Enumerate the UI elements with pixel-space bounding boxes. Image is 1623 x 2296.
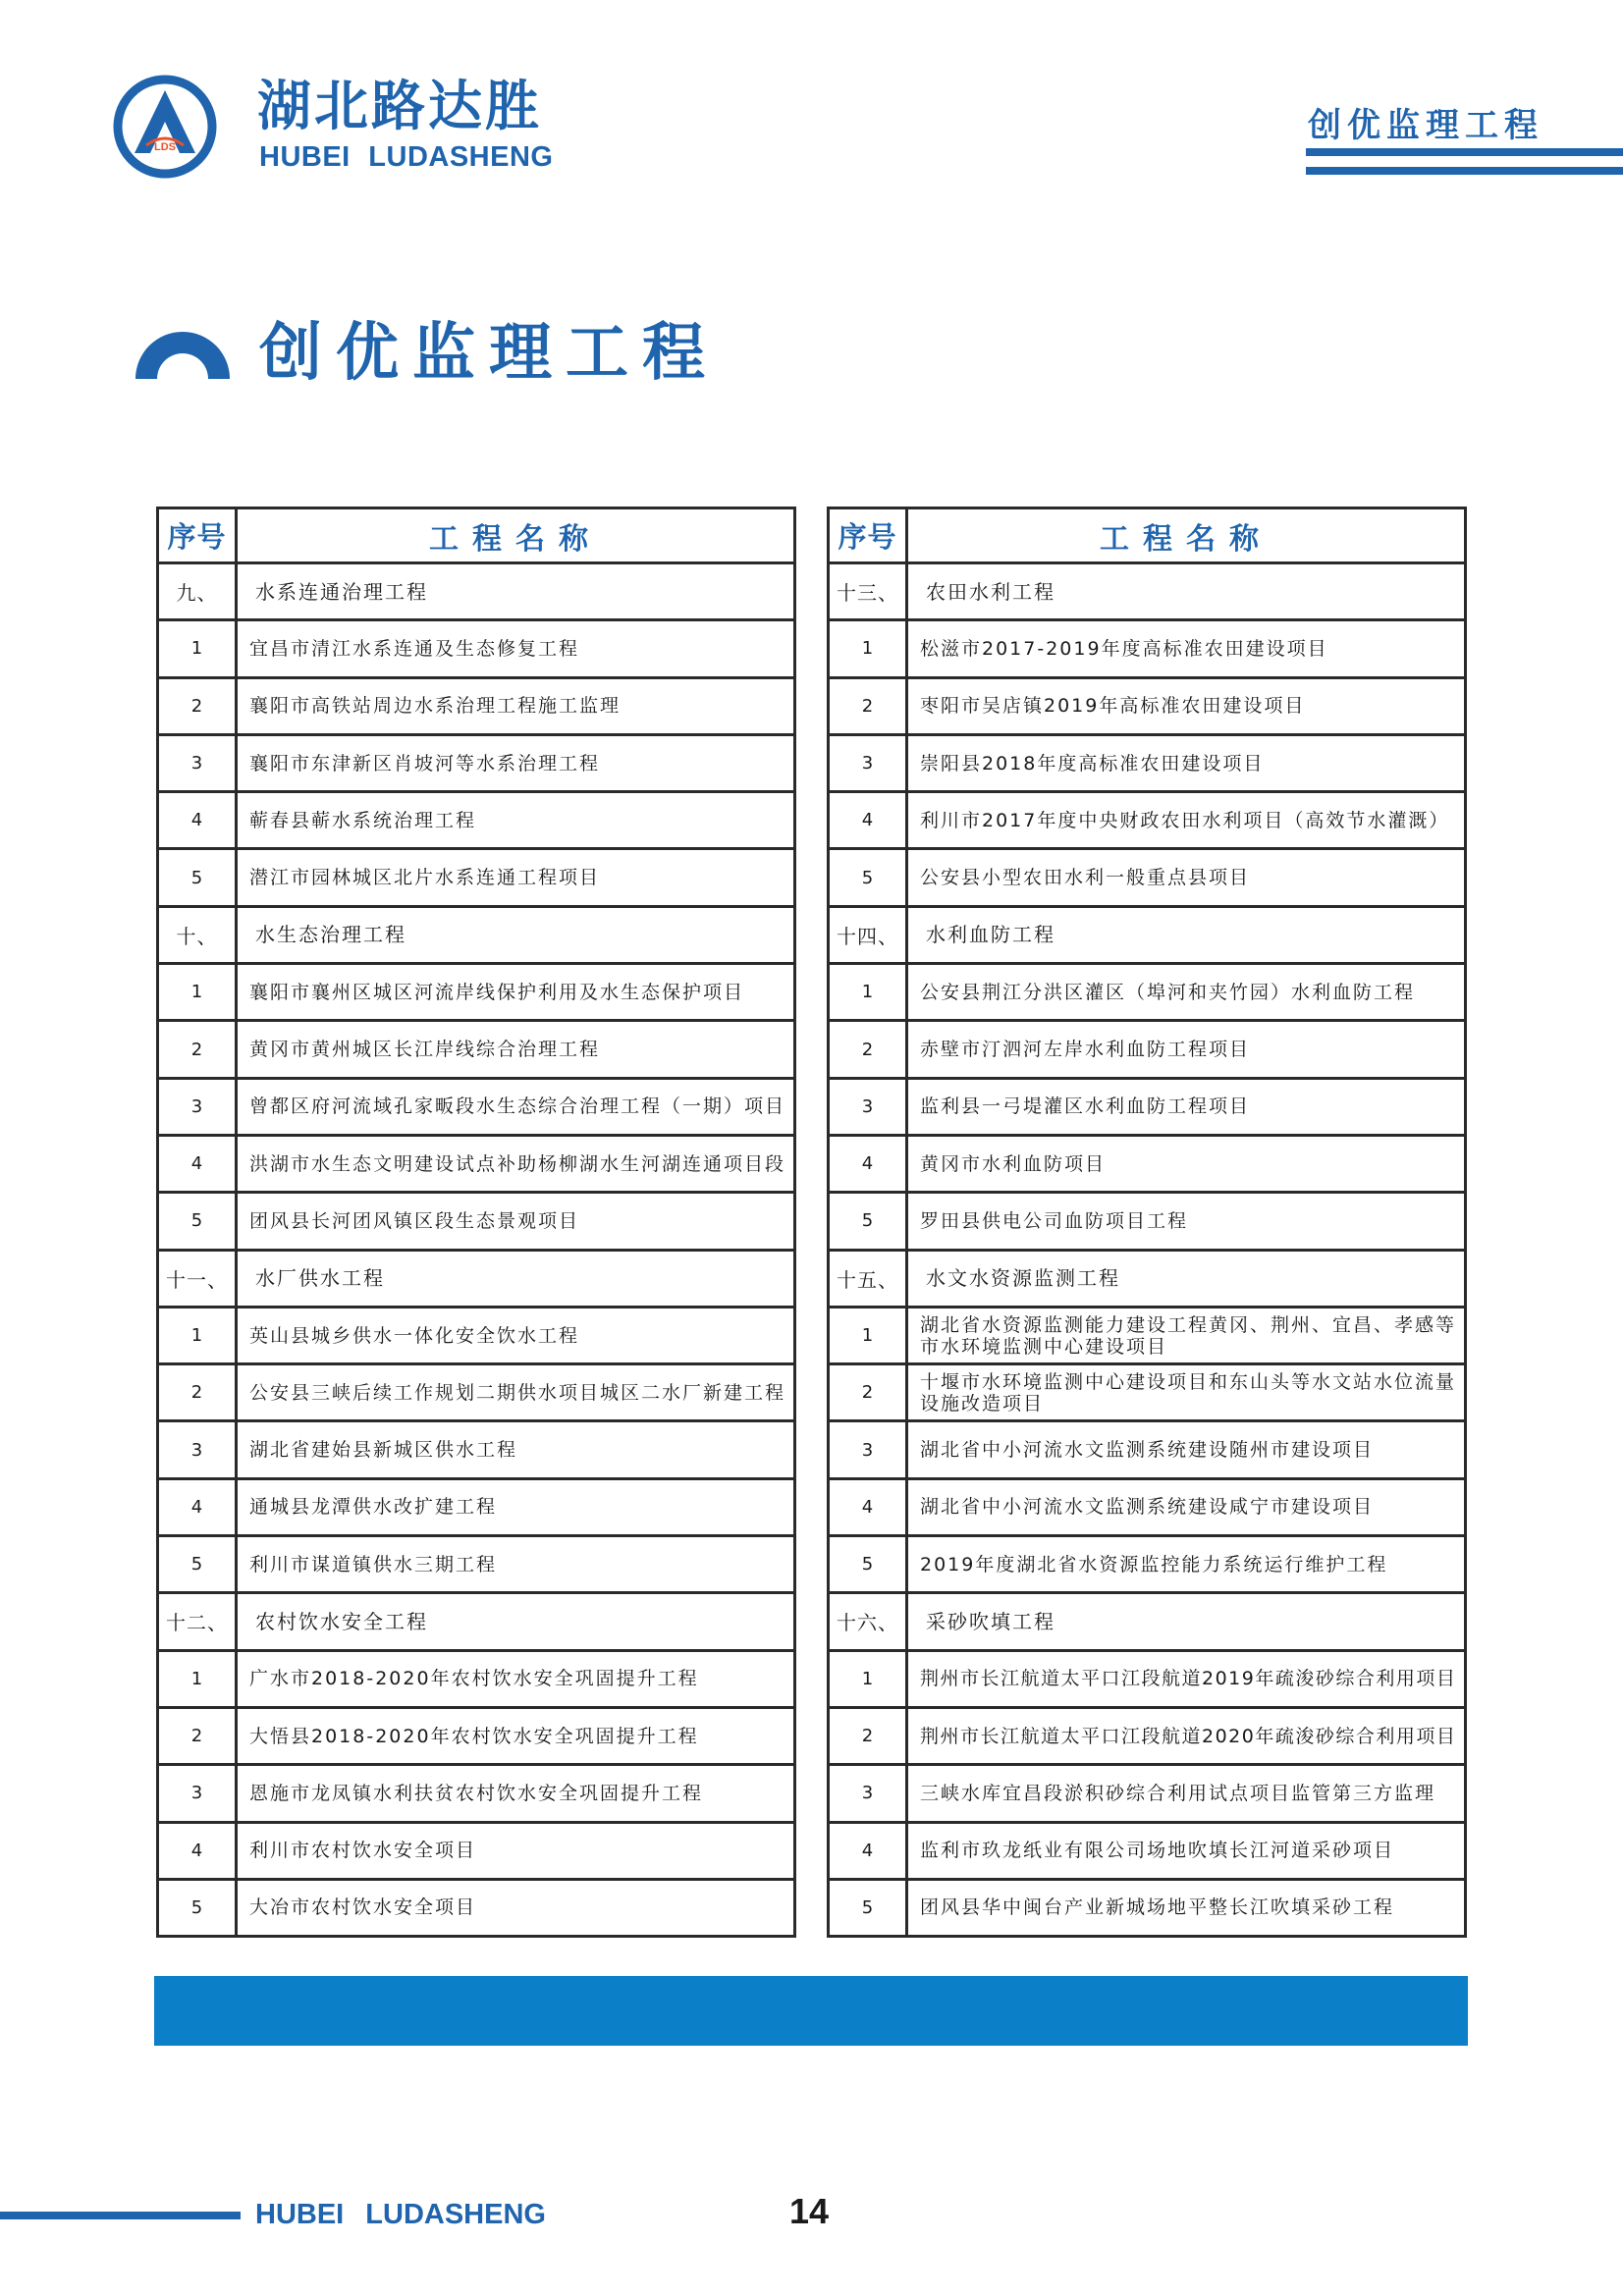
- table-row: [829, 1650, 1466, 1707]
- row-name: 水利血防工程: [907, 906, 1466, 963]
- row-seq: 5: [829, 1193, 907, 1250]
- table-row: [158, 1021, 795, 1078]
- row-seq: 2: [158, 1707, 237, 1764]
- table-row: [158, 677, 795, 734]
- row-seq: 1: [158, 964, 237, 1021]
- category-row: [158, 563, 795, 620]
- category-row: [829, 1593, 1466, 1650]
- table-row: [829, 1021, 1466, 1078]
- table-row: [829, 1536, 1466, 1593]
- table-row: [829, 1193, 1466, 1250]
- row-name: 赤壁市汀泗河左岸水利血防工程项目: [907, 1021, 1466, 1078]
- footer-brand: HUBEI LUDASHENG: [255, 2199, 546, 2230]
- row-seq: 2: [829, 1707, 907, 1764]
- row-name: 农田水利工程: [907, 563, 1466, 620]
- row-name: 公安县小型农田水利一般重点县项目: [907, 849, 1466, 906]
- table-row: [829, 849, 1466, 906]
- table-row: [158, 1650, 795, 1707]
- section-title: 创优监理工程: [259, 317, 719, 390]
- row-seq: 1: [829, 964, 907, 1021]
- row-seq: 4: [829, 792, 907, 849]
- row-name: 监利县一弓堤灌区水利血防工程项目: [907, 1078, 1466, 1135]
- category-row: [829, 906, 1466, 963]
- row-name: 洪湖市水生态文明建设试点补助杨柳湖水生河湖连通项目段: [237, 1135, 795, 1192]
- table-row: [829, 620, 1466, 677]
- table-row: [158, 1421, 795, 1478]
- row-seq: 4: [158, 792, 237, 849]
- row-seq: 4: [829, 1478, 907, 1535]
- table-row: [158, 1193, 795, 1250]
- row-name: 团风县华中闽台产业新城场地平整长江吹填采砂工程: [907, 1879, 1466, 1936]
- row-seq: 九、: [158, 563, 237, 620]
- row-seq: 3: [829, 1765, 907, 1822]
- row-seq: 2: [829, 1021, 907, 1078]
- table-row: [829, 1421, 1466, 1478]
- row-name: 农村饮水安全工程: [237, 1593, 795, 1650]
- row-name: 大冶市农村饮水安全项目: [237, 1879, 795, 1936]
- row-seq: 十三、: [829, 563, 907, 620]
- row-seq: 5: [158, 1879, 237, 1936]
- row-name: 襄阳市襄州区城区河流岸线保护利用及水生态保护项目: [237, 964, 795, 1021]
- row-seq: 5: [829, 849, 907, 906]
- header-name: 工程名称: [907, 508, 1466, 563]
- row-seq: 十六、: [829, 1593, 907, 1650]
- decorative-band: [154, 1976, 1468, 2046]
- row-name: 崇阳县2018年度高标准农田建设项目: [907, 734, 1466, 791]
- row-name: 襄阳市东津新区肖坡河等水系治理工程: [237, 734, 795, 791]
- row-seq: 5: [829, 1879, 907, 1936]
- row-seq: 5: [829, 1536, 907, 1593]
- row-name: 利川市谋道镇供水三期工程: [237, 1536, 795, 1593]
- header-tag: 创优监理工程: [1308, 106, 1543, 145]
- header-seq: 序号: [829, 508, 907, 563]
- header-rule: [1306, 148, 1623, 156]
- row-name: 利川市农村饮水安全项目: [237, 1822, 795, 1879]
- row-seq: 2: [829, 677, 907, 734]
- row-name: 大悟县2018-2020年农村饮水安全巩固提升工程: [237, 1707, 795, 1764]
- row-name: 公安县荆江分洪区灌区（埠河和夹竹园）水利血防工程: [907, 964, 1466, 1021]
- category-row: [158, 1250, 795, 1307]
- row-name: 英山县城乡供水一体化安全饮水工程: [237, 1307, 795, 1363]
- table-row: [158, 1879, 795, 1936]
- row-name: 恩施市龙凤镇水利扶贫农村饮水安全巩固提升工程: [237, 1765, 795, 1822]
- header-seq: 序号: [158, 508, 237, 563]
- row-name: 团风县长河团风镇区段生态景观项目: [237, 1193, 795, 1250]
- category-row: [158, 906, 795, 963]
- table-row: [158, 849, 795, 906]
- table-row: [829, 1364, 1466, 1421]
- table-row: [829, 1707, 1466, 1764]
- row-name: 黄冈市水利血防项目: [907, 1135, 1466, 1192]
- project-table-left: [156, 507, 796, 1938]
- row-name: 湖北省水资源监测能力建设工程黄冈、荆州、宜昌、孝感等市水环境监测中心建设项目: [907, 1307, 1466, 1363]
- row-seq: 十五、: [829, 1250, 907, 1307]
- row-seq: 2: [158, 1021, 237, 1078]
- row-name: 监利市玖龙纸业有限公司场地吹填长江河道采砂项目: [907, 1822, 1466, 1879]
- company-logo: [113, 75, 217, 179]
- table-row: [829, 1478, 1466, 1535]
- row-name: 采砂吹填工程: [907, 1593, 1466, 1650]
- project-table-right: [827, 507, 1467, 1938]
- row-name: 2019年度湖北省水资源监控能力系统运行维护工程: [907, 1536, 1466, 1593]
- row-name: 荆州市长江航道太平口江段航道2020年疏浚砂综合利用项目: [907, 1707, 1466, 1764]
- table-row: [158, 734, 795, 791]
- table-row: [158, 620, 795, 677]
- row-seq: 5: [158, 1193, 237, 1250]
- row-name: 枣阳市吴店镇2019年高标准农田建设项目: [907, 677, 1466, 734]
- row-seq: 4: [158, 1478, 237, 1535]
- row-seq: 十二、: [158, 1593, 237, 1650]
- row-seq: 1: [829, 620, 907, 677]
- table-row: [829, 734, 1466, 791]
- footer-rule: [0, 2212, 241, 2219]
- table-row: [158, 1822, 795, 1879]
- table-row: [158, 964, 795, 1021]
- row-name: 水生态治理工程: [237, 906, 795, 963]
- row-seq: 4: [158, 1822, 237, 1879]
- header-name: 工程名称: [237, 508, 795, 563]
- row-name: 潜江市园林城区北片水系连通工程项目: [237, 849, 795, 906]
- row-seq: 4: [829, 1822, 907, 1879]
- row-name: 公安县三峡后续工作规划二期供水项目城区二水厂新建工程: [237, 1364, 795, 1421]
- row-name: 罗田县供电公司血防项目工程: [907, 1193, 1466, 1250]
- row-seq: 1: [829, 1307, 907, 1363]
- row-seq: 4: [829, 1135, 907, 1192]
- row-seq: 2: [158, 677, 237, 734]
- row-name: 通城县龙潭供水改扩建工程: [237, 1478, 795, 1535]
- row-seq: 3: [158, 1765, 237, 1822]
- row-seq: 十四、: [829, 906, 907, 963]
- table-row: [829, 964, 1466, 1021]
- table-header-row: [158, 508, 795, 563]
- table-row: [158, 792, 795, 849]
- row-name: 松滋市2017-2019年度高标准农田建设项目: [907, 620, 1466, 677]
- row-seq: 3: [829, 1421, 907, 1478]
- table-row: [158, 1536, 795, 1593]
- row-name: 黄冈市黄州城区长江岸线综合治理工程: [237, 1021, 795, 1078]
- row-name: 蕲春县蕲水系统治理工程: [237, 792, 795, 849]
- header-rule: [1306, 167, 1623, 175]
- row-name: 三峡水库宜昌段淤积砂综合利用试点项目监管第三方监理: [907, 1765, 1466, 1822]
- brand-name-cn: 湖北路达胜: [257, 75, 543, 137]
- row-seq: 1: [158, 1307, 237, 1363]
- row-seq: 2: [158, 1364, 237, 1421]
- table-row: [158, 1707, 795, 1764]
- table-row: [829, 1822, 1466, 1879]
- row-name: 曾都区府河流域孔家畈段水生态综合治理工程（一期）项目: [237, 1078, 795, 1135]
- row-name: 湖北省建始县新城区供水工程: [237, 1421, 795, 1478]
- row-name: 宜昌市清江水系连通及生态修复工程: [237, 620, 795, 677]
- row-name: 水厂供水工程: [237, 1250, 795, 1307]
- row-seq: 5: [158, 849, 237, 906]
- row-name: 湖北省中小河流水文监测系统建设咸宁市建设项目: [907, 1478, 1466, 1535]
- row-name: 利川市2017年度中央财政农田水利项目（高效节水灌溉）: [907, 792, 1466, 849]
- row-seq: 1: [158, 620, 237, 677]
- table-row: [158, 1135, 795, 1192]
- row-name: 襄阳市高铁站周边水系治理工程施工监理: [237, 677, 795, 734]
- table-row: [158, 1765, 795, 1822]
- table-row: [829, 1307, 1466, 1363]
- row-seq: 3: [158, 1078, 237, 1135]
- row-name: 十堰市水环境监测中心建设项目和东山头等水文站水位流量设施改造项目: [907, 1364, 1466, 1421]
- section-arc-icon: [135, 332, 230, 379]
- row-seq: 5: [158, 1536, 237, 1593]
- category-row: [829, 1250, 1466, 1307]
- category-row: [829, 563, 1466, 620]
- row-name: 湖北省中小河流水文监测系统建设随州市建设项目: [907, 1421, 1466, 1478]
- brand-name-en: HUBEI LUDASHENG: [259, 141, 554, 173]
- row-seq: 2: [829, 1364, 907, 1421]
- table-row: [829, 1879, 1466, 1936]
- row-seq: 1: [829, 1650, 907, 1707]
- row-name: 荆州市长江航道太平口江段航道2019年疏浚砂综合利用项目: [907, 1650, 1466, 1707]
- row-seq: 1: [158, 1650, 237, 1707]
- row-seq: 3: [829, 734, 907, 791]
- row-name: 广水市2018-2020年农村饮水安全巩固提升工程: [237, 1650, 795, 1707]
- row-name: 水系连通治理工程: [237, 563, 795, 620]
- row-seq: 3: [829, 1078, 907, 1135]
- table-row: [829, 1135, 1466, 1192]
- row-seq: 4: [158, 1135, 237, 1192]
- table-row: [158, 1364, 795, 1421]
- row-name: 水文水资源监测工程: [907, 1250, 1466, 1307]
- table-row: [829, 792, 1466, 849]
- row-seq: 十一、: [158, 1250, 237, 1307]
- table-row: [158, 1078, 795, 1135]
- table-row: [829, 1765, 1466, 1822]
- table-row: [158, 1307, 795, 1363]
- category-row: [158, 1593, 795, 1650]
- table-row: [829, 1078, 1466, 1135]
- page-number: 14: [789, 2191, 830, 2231]
- table-row: [829, 677, 1466, 734]
- table-row: [158, 1478, 795, 1535]
- row-seq: 十、: [158, 906, 237, 963]
- row-seq: 3: [158, 1421, 237, 1478]
- logo-lettering: LDS: [154, 141, 176, 153]
- table-header-row: [829, 508, 1466, 563]
- row-seq: 3: [158, 734, 237, 791]
